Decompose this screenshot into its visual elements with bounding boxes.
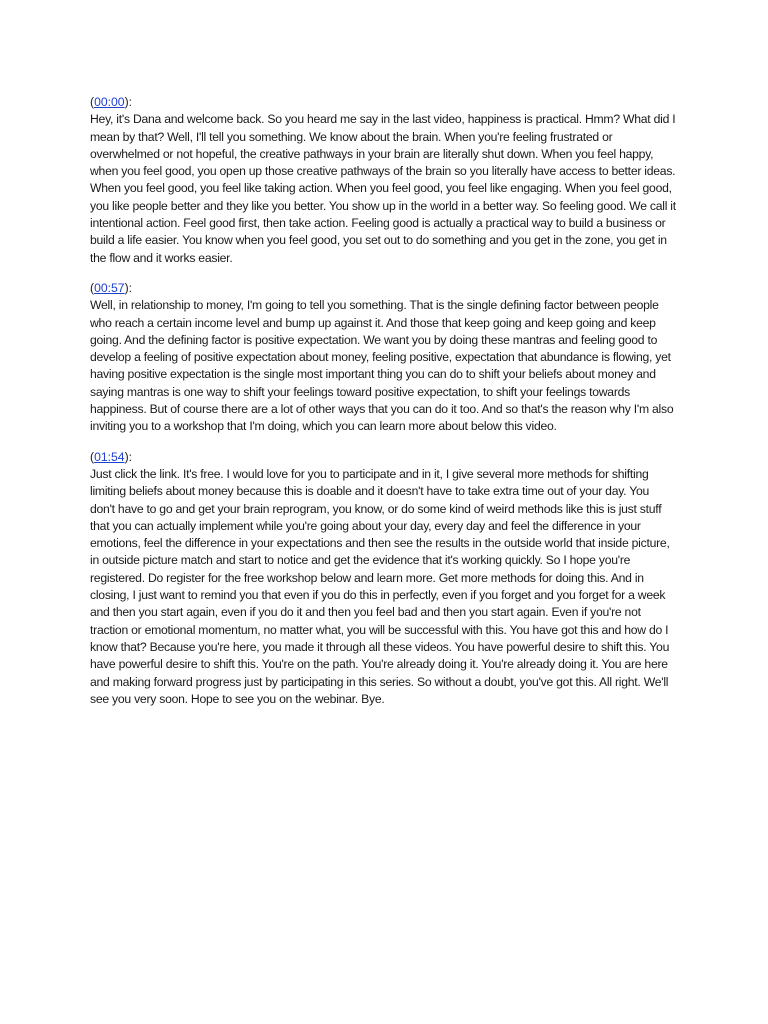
timestamp-open-paren: ( <box>90 95 95 109</box>
transcript-paragraph: Hey, it's Dana and welcome back. So you heard me say in the last video, happiness is practical. Hmm? What did I mean by that? Well, I'll tell you something. We know about the brain. When you're feeling frustrated or overwhelmed or not hopeful, the creative pathways in your brain are literally shut down. When you feel happy, when you feel good, you open up those creative pathways of the brain so you literally have access to better ideas. When you feel good, you feel like taking action. When you feel good, you feel like engaging. When you feel good, you like people better and they like you better. You show up in the world in a better way. So feeling good. We call it intentional action. Feel good first, then take action. Feeling good is actually a practical way to build a business or build a life easier. You know when you feel good, you set out to do something and you get in the zone, you get in the flow and it works easier. <box>90 112 676 265</box>
timestamp-line <box>90 280 676 297</box>
timestamp-open-paren: ( <box>90 449 95 464</box>
timestamp-close: ): <box>124 449 133 464</box>
transcript-section-1 <box>90 94 676 267</box>
transcript-paragraph: Well, in relationship to money, I'm going to tell you something. That is the single defining factor between people who reach a certain income level and bump up against it. And those that keep going and keep going and keep going. And the defining factor is positive expectation. We want you by doing these mantras and feeling good to develop a feeling of positive expectation about money, feeling positive, expectation that abundance is flowing, yet having positive expectation is the single most important thing you can do to shift your beliefs about money and saying mantras is one way to shift your feelings toward positive expectation, to shift your feelings towards happiness. But of course there are a lot of other ways that you can do it too. And so that's the reason why I'm also inviting you to a workshop that I'm doing, which you can learn more about below this video. <box>90 298 674 434</box>
timestamp-link-00-57[interactable]: 00:57 <box>94 280 125 295</box>
transcript-page <box>90 94 676 721</box>
timestamp-link-01-54[interactable]: 01:54 <box>94 449 125 464</box>
transcript-section-3 <box>90 449 676 708</box>
transcript-section-2 <box>90 280 676 436</box>
timestamp-line <box>90 449 676 466</box>
timestamp-close: ): <box>124 95 133 109</box>
timestamp-close: ): <box>124 280 133 295</box>
timestamp-line <box>90 94 676 111</box>
timestamp-link-00-00[interactable]: 00:00 <box>94 95 125 109</box>
timestamp-open-paren: ( <box>90 280 95 295</box>
transcript-paragraph: Just click the link. It's free. I would love for you to participate and in it, I give several more methods for shifting limiting beliefs about money because this is doable and it doesn't have to take extra time out of your day. You don't have to go and get your brain reprogram, you know, or do some kind of weird methods like this is just stuff that you can actually implement while you're going about your day, every day and feel the difference in your emotions, feel the difference in your expectations and then see the results in the outside world that inside picture, in outside picture match and start to notice and get the evidence that it's working quickly. So I hope you're registered. Do register for the free workshop below and learn more. Get more methods for doing this. And in closing, I just want to remind you that even if you do this in perfectly, even if you forget and you forget for a week and then you start again, even if you do it and then you feel bad and then you start again. Even if you're not traction or emotional momentum, no matter what, you will be successful with this. You have got this and how do I know that? Because you're here, you made it through all these videos. You have powerful desire to shift this. You have powerful desire to shift this. You're on the path. You're already doing it. You're already doing it. You are here and making forward progress just by participating in this series. So without a doubt, you've got this. All right. We'll see you very soon. Hope to see you on the webinar. Bye. <box>90 466 670 706</box>
